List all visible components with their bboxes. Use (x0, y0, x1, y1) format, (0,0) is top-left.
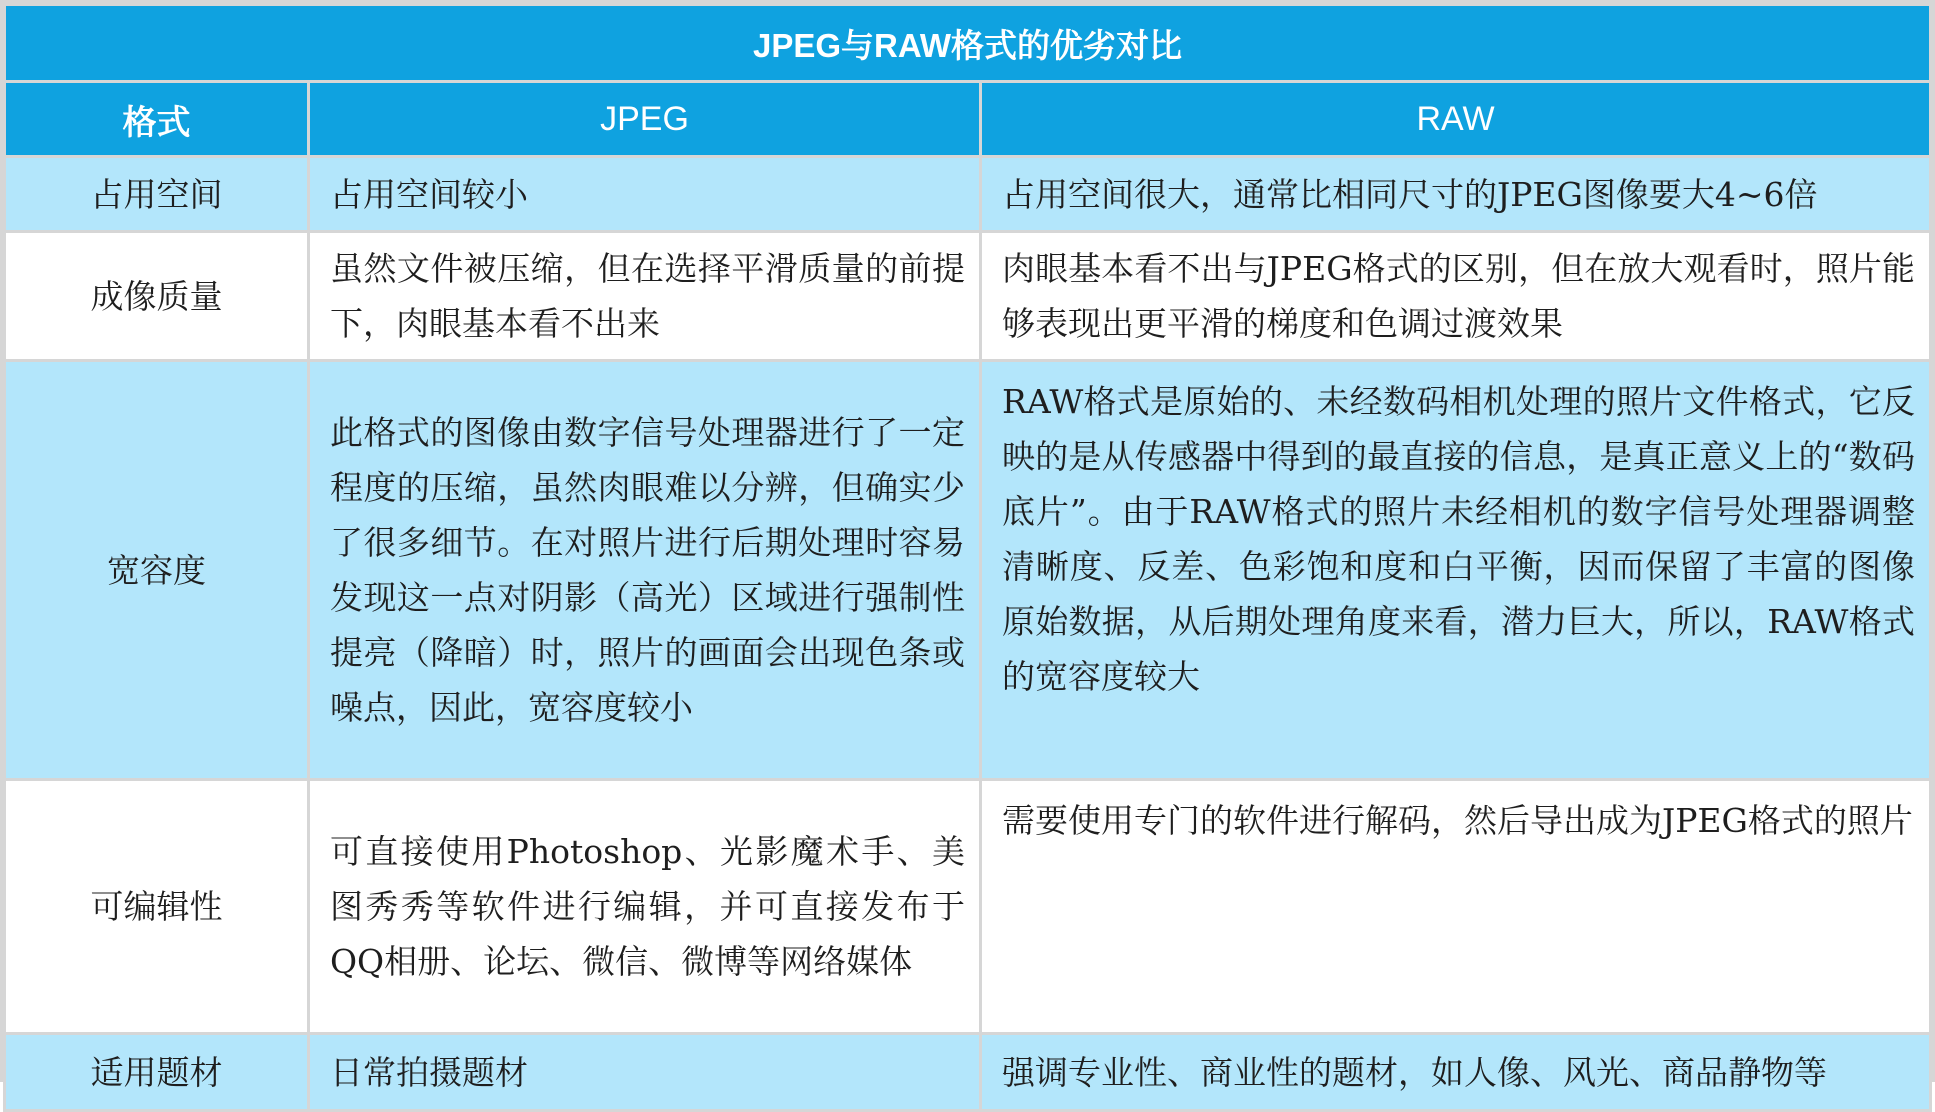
jpeg-cell: 虽然文件被压缩，但在选择平滑质量的前提下，肉眼基本看不出来 (309, 232, 981, 361)
raw-cell: 需要使用专门的软件进行解码，然后导出成为JPEG格式的照片 (981, 780, 1931, 1034)
raw-cell: 肉眼基本看不出与JPEG格式的区别，但在放大观看时，照片能够表现出更平滑的梯度和色调过渡效果 (981, 232, 1931, 361)
header-format: 格式 (5, 82, 309, 157)
row-label: 占用空间 (5, 157, 309, 232)
jpeg-cell: 占用空间较小 (309, 157, 981, 232)
table-row-quality (5, 232, 1931, 361)
raw-cell: RAW格式是原始的、未经数码相机处理的照片文件格式，它反映的是从传感器中得到的最直接的信息，是真正意义上的“数码底片”。由于RAW格式的照片未经相机的数字信号处理器调整清晰度、反差、色彩饱和度和白平衡，因而保留了丰富的图像原始数据，从后期处理角度来看，潜力巨大，所以，RAW格式的宽容度较大 (981, 361, 1931, 780)
jpeg-cell: 日常拍摄题材 (309, 1034, 981, 1111)
table-row-storage (5, 157, 1931, 232)
table-title: JPEG与RAW格式的优劣对比 (5, 5, 1931, 82)
table-row-subjects (5, 1034, 1931, 1111)
raw-cell: 强调专业性、商业性的题材，如人像、风光、商品静物等 (981, 1034, 1931, 1111)
header-raw: RAW (981, 82, 1931, 157)
header-jpeg: JPEG (309, 82, 981, 157)
row-label: 宽容度 (5, 361, 309, 780)
jpeg-cell: 此格式的图像由数字信号处理器进行了一定程度的压缩，虽然肉眼难以分辨，但确实少了很多细节。在对照片进行后期处理时容易发现这一点对阴影（高光）区域进行强制性提亮（降暗）时，照片的画面会出现色条或噪点，因此，宽容度较小 (309, 361, 981, 780)
jpeg-raw-comparison-table (3, 3, 1932, 1112)
row-label: 可编辑性 (5, 780, 309, 1034)
table-title-row (5, 5, 1931, 82)
jpeg-cell: 可直接使用Photoshop、光影魔术手、美图秀秀等软件进行编辑，并可直接发布于QQ相册、论坛、微信、微博等网络媒体 (309, 780, 981, 1034)
table-row-latitude (5, 361, 1931, 780)
table-header-row (5, 82, 1931, 157)
table-row-editability (5, 780, 1931, 1034)
raw-cell: 占用空间很大，通常比相同尺寸的JPEG图像要大4~6倍 (981, 157, 1931, 232)
row-label: 成像质量 (5, 232, 309, 361)
row-label: 适用题材 (5, 1034, 309, 1111)
